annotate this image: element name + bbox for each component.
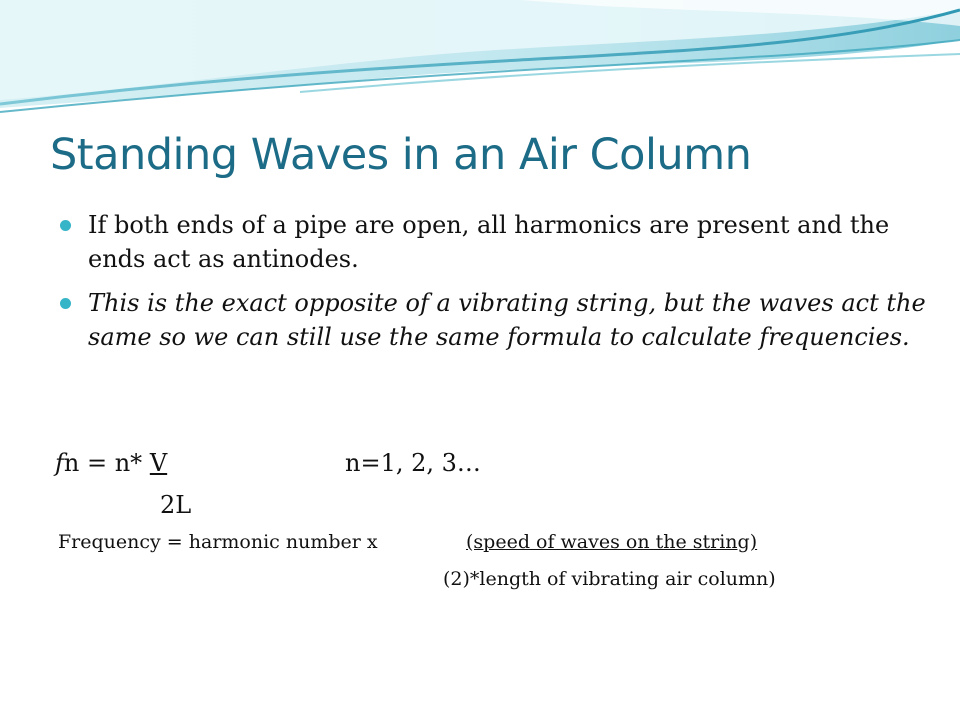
formula-denominator: 2L (160, 491, 192, 519)
formula-row (55, 448, 167, 478)
formula-words-lhs: Frequency = harmonic number x (58, 531, 378, 553)
formula-words-numerator: (speed of waves on the string) (466, 531, 758, 553)
formula-numerator: V (149, 449, 168, 477)
harmonic-values: n=1, 2, 3… (345, 449, 481, 477)
slide-title: Standing Waves in an Air Column (50, 130, 752, 180)
bullet-text: This is the exact opposite of a vibrating string, but the waves act the same so we can still use the same formula to calculate frequencies. (88, 289, 926, 351)
formula-words-denominator: (2)*length of vibrating air column) (443, 568, 776, 590)
bullet-item (60, 208, 930, 276)
bullet-text: If both ends of a pipe are open, all harmonics are present and the ends act as antinodes. (88, 211, 890, 273)
bullet-dot-icon (60, 220, 71, 231)
frequency-symbol: f (55, 449, 64, 477)
bullet-item (60, 286, 930, 354)
bullet-dot-icon (60, 298, 71, 309)
bullet-list (60, 208, 930, 364)
wave-banner (0, 0, 960, 120)
formula-lhs: n = n* (63, 449, 150, 477)
